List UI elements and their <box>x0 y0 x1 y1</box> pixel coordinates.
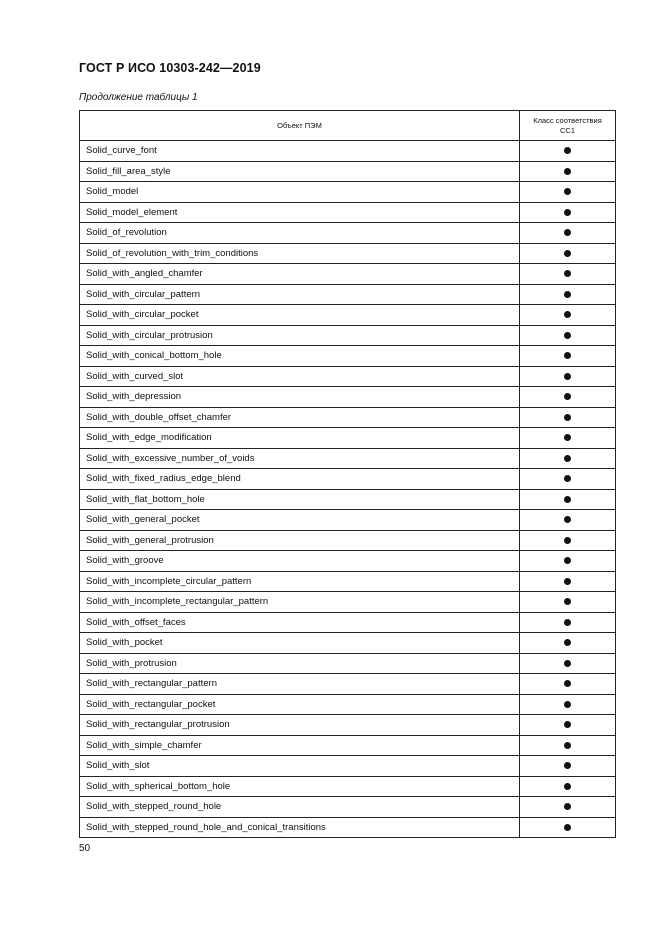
object-name-cell: Solid_model_element <box>80 202 520 223</box>
cc1-cell <box>520 756 616 777</box>
filled-circle-icon <box>564 537 571 544</box>
filled-circle-icon <box>564 496 571 503</box>
filled-circle-icon <box>564 701 571 708</box>
table-row <box>80 715 616 736</box>
object-name-cell: Solid_with_groove <box>80 551 520 572</box>
cc1-cell <box>520 243 616 264</box>
filled-circle-icon <box>564 188 571 195</box>
filled-circle-icon <box>564 803 571 810</box>
object-name-cell: Solid_with_stepped_round_hole <box>80 797 520 818</box>
cc1-cell <box>520 469 616 490</box>
table-row <box>80 182 616 203</box>
filled-circle-icon <box>564 168 571 175</box>
object-name-cell: Solid_with_simple_chamfer <box>80 735 520 756</box>
filled-circle-icon <box>564 762 571 769</box>
cc1-cell <box>520 571 616 592</box>
table-caption: Продолжение таблицы 1 <box>79 92 198 103</box>
table-row <box>80 366 616 387</box>
cc1-cell <box>520 346 616 367</box>
filled-circle-icon <box>564 332 571 339</box>
filled-circle-icon <box>564 680 571 687</box>
cc1-cell <box>520 510 616 531</box>
object-name-cell: Solid_with_rectangular_protrusion <box>80 715 520 736</box>
object-name-cell: Solid_with_offset_faces <box>80 612 520 633</box>
table-row <box>80 428 616 449</box>
table-header <box>80 111 616 141</box>
column-header-class-code: CC1 <box>559 125 575 135</box>
table-row <box>80 756 616 777</box>
table-row <box>80 817 616 838</box>
cc1-cell <box>520 653 616 674</box>
object-name-cell: Solid_model <box>80 182 520 203</box>
table-row <box>80 797 616 818</box>
filled-circle-icon <box>564 291 571 298</box>
table-row <box>80 551 616 572</box>
filled-circle-icon <box>564 250 571 257</box>
cc1-cell <box>520 202 616 223</box>
cc1-cell <box>520 817 616 838</box>
cc1-cell <box>520 530 616 551</box>
cc1-cell <box>520 305 616 326</box>
table-row <box>80 448 616 469</box>
object-name-cell: Solid_with_incomplete_rectangular_pattern <box>80 592 520 613</box>
table-row <box>80 735 616 756</box>
table-row <box>80 612 616 633</box>
object-name-cell: Solid_with_double_offset_chamfer <box>80 407 520 428</box>
cc1-cell <box>520 325 616 346</box>
table-row <box>80 489 616 510</box>
cc1-cell <box>520 735 616 756</box>
filled-circle-icon <box>564 557 571 564</box>
page-number: 50 <box>79 843 91 854</box>
filled-circle-icon <box>564 352 571 359</box>
object-name-cell: Solid_with_rectangular_pocket <box>80 694 520 715</box>
cc1-cell <box>520 141 616 162</box>
table-row <box>80 653 616 674</box>
cc1-cell <box>520 633 616 654</box>
object-name-cell: Solid_with_general_pocket <box>80 510 520 531</box>
object-name-cell: Solid_with_protrusion <box>80 653 520 674</box>
table-row <box>80 571 616 592</box>
filled-circle-icon <box>564 475 571 482</box>
filled-circle-icon <box>564 598 571 605</box>
cc1-cell <box>520 407 616 428</box>
object-name-cell: Solid_with_slot <box>80 756 520 777</box>
filled-circle-icon <box>564 414 571 421</box>
table-row <box>80 407 616 428</box>
table-row <box>80 592 616 613</box>
table-row <box>80 305 616 326</box>
filled-circle-icon <box>564 639 571 646</box>
object-name-cell: Solid_of_revolution <box>80 223 520 244</box>
filled-circle-icon <box>564 619 571 626</box>
cc1-cell <box>520 161 616 182</box>
table-row <box>80 141 616 162</box>
object-name-cell: Solid_of_revolution_with_trim_conditions <box>80 243 520 264</box>
table-row <box>80 202 616 223</box>
object-name-cell: Solid_with_edge_modification <box>80 428 520 449</box>
conformance-table <box>79 110 616 838</box>
filled-circle-icon <box>564 229 571 236</box>
table-row <box>80 674 616 695</box>
filled-circle-icon <box>564 721 571 728</box>
filled-circle-icon <box>564 660 571 667</box>
object-name-cell: Solid_with_excessive_number_of_voids <box>80 448 520 469</box>
cc1-cell <box>520 428 616 449</box>
object-name-cell: Solid_with_general_protrusion <box>80 530 520 551</box>
cc1-cell <box>520 715 616 736</box>
table-row <box>80 387 616 408</box>
object-name-cell: Solid_with_angled_chamfer <box>80 264 520 285</box>
table-row <box>80 223 616 244</box>
cc1-cell <box>520 776 616 797</box>
table-header-row <box>80 111 616 141</box>
object-name-cell: Solid_with_flat_bottom_hole <box>80 489 520 510</box>
object-name-cell: Solid_with_depression <box>80 387 520 408</box>
object-name-cell: Solid_with_rectangular_pattern <box>80 674 520 695</box>
filled-circle-icon <box>564 434 571 441</box>
table-row <box>80 633 616 654</box>
cc1-cell <box>520 489 616 510</box>
cc1-cell <box>520 612 616 633</box>
object-name-cell: Solid_with_curved_slot <box>80 366 520 387</box>
filled-circle-icon <box>564 455 571 462</box>
table-row <box>80 776 616 797</box>
object-name-cell: Solid_with_circular_pocket <box>80 305 520 326</box>
table-row <box>80 161 616 182</box>
table-row <box>80 243 616 264</box>
filled-circle-icon <box>564 516 571 523</box>
filled-circle-icon <box>564 824 571 831</box>
table-row <box>80 469 616 490</box>
filled-circle-icon <box>564 783 571 790</box>
object-name-cell: Solid_with_fixed_radius_edge_blend <box>80 469 520 490</box>
object-name-cell: Solid_curve_font <box>80 141 520 162</box>
cc1-cell <box>520 448 616 469</box>
filled-circle-icon <box>564 373 571 380</box>
cc1-cell <box>520 284 616 305</box>
object-name-cell: Solid_fill_area_style <box>80 161 520 182</box>
filled-circle-icon <box>564 147 571 154</box>
cc1-cell <box>520 674 616 695</box>
filled-circle-icon <box>564 311 571 318</box>
filled-circle-icon <box>564 209 571 216</box>
object-name-cell: Solid_with_spherical_bottom_hole <box>80 776 520 797</box>
document-header: ГОСТ Р ИСО 10303-242—2019 <box>79 61 261 75</box>
cc1-cell <box>520 223 616 244</box>
cc1-cell <box>520 264 616 285</box>
table-row <box>80 346 616 367</box>
object-name-cell: Solid_with_incomplete_circular_pattern <box>80 571 520 592</box>
table-row <box>80 530 616 551</box>
cc1-cell <box>520 387 616 408</box>
table-row <box>80 325 616 346</box>
table-row <box>80 264 616 285</box>
object-name-cell: Solid_with_circular_protrusion <box>80 325 520 346</box>
cc1-cell <box>520 366 616 387</box>
column-header-object: Объект ПЭМ <box>80 111 520 141</box>
object-name-cell: Solid_with_circular_pattern <box>80 284 520 305</box>
object-name-cell: Solid_with_stepped_round_hole_and_conical_transitions <box>80 817 520 838</box>
object-name-cell: Solid_with_pocket <box>80 633 520 654</box>
table-row <box>80 694 616 715</box>
cc1-cell <box>520 551 616 572</box>
object-name-cell: Solid_with_conical_bottom_hole <box>80 346 520 367</box>
column-header-conformance-class <box>520 111 616 141</box>
cc1-cell <box>520 797 616 818</box>
cc1-cell <box>520 182 616 203</box>
column-header-class-label: Класс соответствия <box>533 115 602 125</box>
table-row <box>80 510 616 531</box>
cc1-cell <box>520 694 616 715</box>
filled-circle-icon <box>564 270 571 277</box>
filled-circle-icon <box>564 742 571 749</box>
table-body <box>80 141 616 838</box>
filled-circle-icon <box>564 393 571 400</box>
cc1-cell <box>520 592 616 613</box>
table-row <box>80 284 616 305</box>
filled-circle-icon <box>564 578 571 585</box>
